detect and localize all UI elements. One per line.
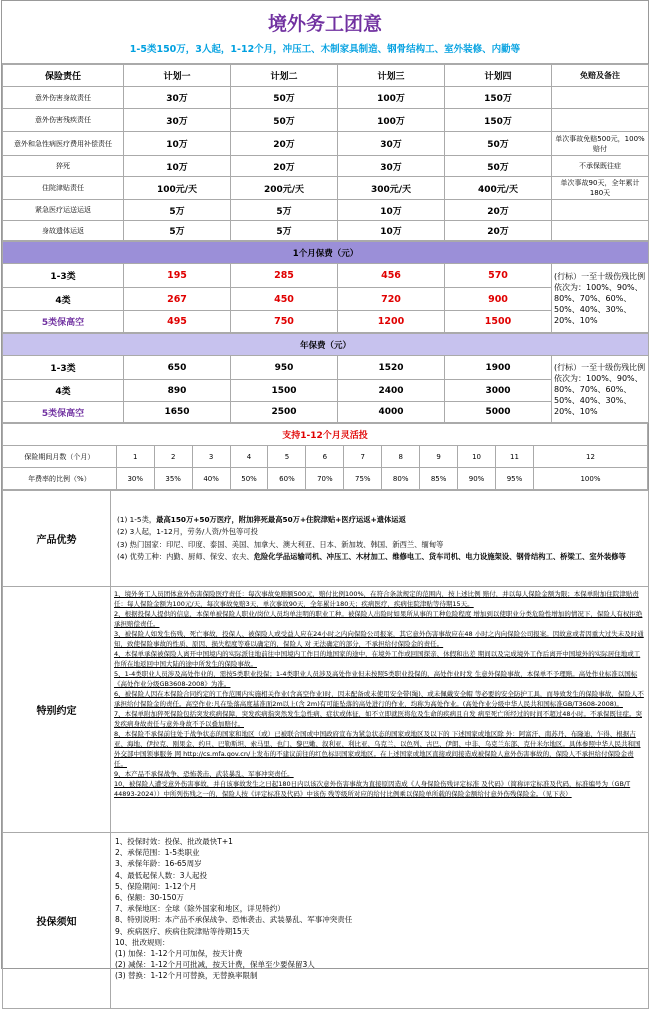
flex-term-title: 支持1-12个月灵活投 (3, 424, 648, 446)
purchase-note-item: 3、承保年龄：16-65周岁 (115, 859, 202, 869)
special-term-item: 2、根据投保人提供的信息，本保单被保险人职业/岗位人员均单注明的职业工种。被保险人出险时如果所从事的工种危险程度 增加到以使职业分类危险性增加的情况下，保险人有权拒绝承担赔偿责任。 (114, 610, 643, 628)
coverage-value: 10万 (124, 156, 231, 177)
coverage-name: 意外和急性病医疗费用补偿责任 (3, 132, 124, 156)
advantage-text: (2) 3人起，1-12月，劳务/人资/外包等可投 (117, 527, 258, 536)
special-terms-label: 特别约定 (3, 587, 111, 833)
coverage-row (3, 87, 649, 109)
premium-row (3, 356, 649, 380)
premium-value: 495 (124, 311, 231, 333)
ratio-cell: 90% (458, 468, 496, 490)
class-label: 1-3类 (3, 356, 124, 380)
advantages-label: 产品优势 (3, 491, 111, 587)
ratio-label: 年费率的比例（%） (3, 468, 117, 490)
month-cell: 2 (154, 446, 192, 468)
coverage-value: 50万 (445, 156, 552, 177)
class-label: 1-3类 (3, 264, 124, 288)
coverage-name: 猝死 (3, 156, 124, 177)
special-term-item: 8、本保险不承保前往处于战争状态的国家和地区（或）已被联合国或中国政府宣布为紧急状态的国家或地区及以下的 下述国家或地区除 外：阿富汗、南苏丹、布隆迪、乍得、根据吉亚、海地、伊拉克、刚果金、约旦、巴勒斯坦、索马里、也门、黎巴嫩、叙利亚、利比亚、乌克兰、以色列、古巴、伊朗、中非、乌克兰东部、克什米尔地区。具体参照中华人民共和国外交部中国领事服务 网 http://cs.mfa.gov.cn/上发布的不建议前往的红色标识国家或地区。在上述国家或地区直接或间接造成被保险人意外伤害事故的，保险人不承担给付保险金责任。 (114, 730, 641, 768)
coverage-header-row (3, 65, 649, 87)
purchase-note-item: (1) 加保：1-12个月可加保，按天计费 (115, 949, 243, 959)
premium-value: 1500 (231, 380, 338, 402)
coverage-name: 意外伤害身故责任 (3, 87, 124, 109)
coverage-value: 30万 (338, 156, 445, 177)
special-term-item: 1、境外务工人员团体意外伤害保险医疗责任：每次事故免赔额500元，赔付比例100%，在符合条款规定的范围内，按上述比例 赔付，并以每人保险金额为限；本保单附加住院津贴责任：每人保险金额为100元/天，每次事故免赔3天，单次事故90天，全年累计180天；疾病医疗，疾病住院津贴等待期15天。 (114, 590, 639, 608)
coverage-row (3, 132, 649, 156)
coverage-value: 20万 (231, 132, 338, 156)
month-cell: 10 (458, 446, 496, 468)
ratio-cell: 100% (533, 468, 647, 490)
advantage-highlight: 最高150万+50万医疗，附加猝死最高50万+住院津贴+医疗运返+遗体运返 (156, 514, 406, 524)
coverage-label-header: 保险责任 (3, 65, 124, 87)
advantage-item (117, 514, 646, 527)
premium-value: 5000 (445, 402, 552, 423)
class-label: 4类 (3, 380, 124, 402)
premium-value: 650 (124, 356, 231, 380)
coverage-note: 单次事故90天，全年累计180天 (552, 177, 649, 200)
purchase-note-item: 9、疾病医疗、疾病住院津贴等待期15天 (115, 926, 250, 936)
month-cell: 8 (382, 446, 420, 468)
premium-value: 950 (231, 356, 338, 380)
month-cell: 3 (192, 446, 230, 468)
premium-value: 1520 (338, 356, 445, 380)
coverage-value: 20万 (445, 221, 552, 241)
purchase-note-item: (3) 替换：1-12个月可替换，无替换率限制 (115, 971, 258, 981)
ratio-cell: 40% (192, 468, 230, 490)
coverage-value: 100万 (338, 87, 445, 109)
purchase-note-item: (2) 减保：1-12个月可批减，按天计费，保单至少要保留3人 (115, 960, 315, 970)
purchase-note-item: 10、批改规则： (115, 937, 170, 947)
coverage-note (552, 87, 649, 109)
coverage-value: 50万 (231, 87, 338, 109)
notes-header: 免赔及备注 (552, 65, 649, 87)
coverage-value: 30万 (338, 132, 445, 156)
coverage-value: 5万 (124, 221, 231, 241)
coverage-value: 30万 (124, 87, 231, 109)
special-term-item: 4、本保单承保被保险人离开中国境内的实际派往地前往中国境内工作目的地国家的途中，在境外工作或回国探亲、休假和出差 期间以及完成境外工作后离开中国境外的实际居住地或工作所在地返回中国大陆的途中所发生的保险事故。 (114, 650, 641, 668)
advantage-text: (1) 1-5类， (117, 514, 157, 524)
plan-3-header: 计划三 (338, 65, 445, 87)
page-title: 境外务工团意 (267, 13, 382, 35)
month-cell: 5 (268, 446, 306, 468)
header (2, 1, 648, 64)
premium-value: 570 (445, 264, 552, 288)
ratio-cell: 50% (230, 468, 268, 490)
purchase-note-item: 2、承保范围：1-5类职业 (115, 848, 200, 858)
disability-ratio-note: (行标）一至十级伤残比例依次为：100%、90%、80%、70%、60%、50%、40%、30%、20%、10% (552, 356, 649, 423)
ratio-cell: 80% (382, 468, 420, 490)
class-label: 4类 (3, 288, 124, 311)
coverage-row (3, 177, 649, 200)
annual-premium-table (2, 333, 649, 423)
special-terms-content (111, 587, 649, 833)
ratio-cell: 60% (268, 468, 306, 490)
ratio-cell: 30% (116, 468, 154, 490)
premium-value: 1650 (124, 402, 231, 423)
disability-ratio-note: (行标）一至十级伤残比例依次为：100%、90%、80%、70%、60%、50%、40%、30%、20%、10% (552, 264, 649, 333)
premium-value: 450 (231, 288, 338, 311)
special-term-item: 7、本保单附加猝死保险包括突发疾病保障，突发疾病指突然发生急性病、症状或体征，如不立即就医将危及生命的疾病且自发 病至死亡所经过的时间不超过48小时。不承保既往症。突发疾病身故责任与意外身故不予以叠加赔付。 (114, 710, 642, 728)
premium-value: 3000 (445, 380, 552, 402)
coverage-value: 150万 (445, 109, 552, 132)
coverage-note (552, 200, 649, 221)
coverage-value: 5万 (231, 200, 338, 221)
month-cell: 9 (420, 446, 458, 468)
plan-2-header: 计划二 (231, 65, 338, 87)
premium-value: 285 (231, 264, 338, 288)
coverage-name: 意外伤害残疾责任 (3, 109, 124, 132)
advantage-text: (3) 热门国家：印尼、印度、泰国、美国、加拿大、澳大利亚、日本、新加坡、韩国、新西兰、缅甸等 (117, 539, 444, 549)
premium-value: 2500 (231, 402, 338, 423)
advantages-content (111, 491, 649, 587)
coverage-table (2, 64, 649, 241)
purchase-notes-label: 投保须知 (3, 833, 111, 1009)
coverage-name: 身故遗体运返 (3, 221, 124, 241)
month-cell: 1 (116, 446, 154, 468)
coverage-value: 10万 (338, 221, 445, 241)
premium-value: 750 (231, 311, 338, 333)
month-cell: 4 (230, 446, 268, 468)
coverage-value: 150万 (445, 87, 552, 109)
month-cell: 11 (496, 446, 534, 468)
month-cell: 6 (306, 446, 344, 468)
premium-value: 456 (338, 264, 445, 288)
purchase-note-item: 1、投保时效：投保、批改最快T+1 (115, 837, 233, 846)
premium-value: 1900 (445, 356, 552, 380)
ratio-cell: 95% (496, 468, 534, 490)
special-term-item: 9、本产品不承保战争、恐怖袭击、武装暴乱、军事冲突责任。 (114, 770, 294, 778)
advantage-item (117, 526, 646, 539)
monthly-premium-table (2, 241, 649, 333)
advantage-text: (4) 优势工种：内勤、厨师、保安、农夫、 (117, 552, 254, 561)
advantage-highlight: 危险化学品运输司机、冲压工、木材加工、维修电工、货车司机、电力设施架设、钢骨结构工、桥梁工、室外装修等 (253, 552, 626, 561)
coverage-name: 紧急医疗运送运返 (3, 200, 124, 221)
plan-4-header: 计划四 (445, 65, 552, 87)
plan-1-header: 计划一 (124, 65, 231, 87)
coverage-value: 20万 (445, 200, 552, 221)
coverage-value: 400元/天 (445, 177, 552, 200)
ratio-cell: 85% (420, 468, 458, 490)
premium-value: 900 (445, 288, 552, 311)
class-label: 5类保高空 (3, 402, 124, 423)
page-subtitle: 1-5类150万，3人起，1-12个月，冲压工、木制家具制造、钢骨结构工、室外装修、内勤等 (129, 44, 521, 55)
purchase-note-item: 6、保额：30-150万 (115, 893, 184, 903)
coverage-note (552, 221, 649, 241)
special-term-item: 10、被保险人遭受意外伤害事故，并自该事故发生之日起180日内以该次意外伤害事故为直接原因造成《人身保险伤残评定标准 及代码》（简称评定标准及代码，标准编号为（GB/T 44893-2024））中所列伤残之一的，保险人按《评定标准及代码》中该伤 残等级所对应的给付比例乘以保险单所载的保险金额给付意外伤残保险金。（见下表） (114, 780, 631, 798)
coverage-value: 5万 (231, 221, 338, 241)
coverage-value: 10万 (124, 132, 231, 156)
coverage-row (3, 221, 649, 241)
special-term-item: 5、1-4类职业人员涉及高处作业的，需按5类职业投保；1-4类职业人员涉及高处作业但未按照5类职业投保的，高处作业时发 生意外保险事故，本保单不予理赔。高处作业标准以国标《高处作业分级GB3608-2008》为准。 (114, 670, 638, 688)
month-cell: 7 (344, 446, 382, 468)
premium-value: 720 (338, 288, 445, 311)
coverage-value: 50万 (445, 132, 552, 156)
coverage-row (3, 200, 649, 221)
insurance-sheet (1, 0, 649, 981)
coverage-row (3, 109, 649, 132)
coverage-note: 单次事故免赔500元，100%赔付 (552, 132, 649, 156)
terms-table (2, 490, 649, 1009)
ratio-cell: 35% (154, 468, 192, 490)
coverage-value: 100元/天 (124, 177, 231, 200)
month-cell: 12 (533, 446, 647, 468)
purchase-note-item: 8、特别说明：本产品不承保战争、恐怖袭击、武装暴乱、军事冲突责任 (115, 915, 353, 925)
advantage-item (117, 551, 646, 564)
ratio-cell: 70% (306, 468, 344, 490)
purchase-note-item: 4、最低起保人数：3人起投 (115, 870, 208, 880)
coverage-value: 10万 (338, 200, 445, 221)
purchase-note-item: 5、保险期间：1-12个月 (115, 881, 197, 891)
flex-term-table (2, 423, 648, 490)
premium-value: 267 (124, 288, 231, 311)
ratio-cell: 75% (344, 468, 382, 490)
premium-value: 890 (124, 380, 231, 402)
special-term-item: 6、被保险人因在本保险合同约定的工作范围内实施相关作业(含高空作业)时，因未配备或未使用安全带(绳)、或未佩戴安全帽 等必要的安全防护工具，而导致发生的保险事故，保险人不承担给付保险金的责任。高空作业:凡在坠落高度基准面2m以上(含 2m)有可能坠落的高处进行的作业，均称为高处作业。(高处作业分级中华人民共和国标准GB/T3608-2008)。 (114, 690, 644, 708)
coverage-value: 5万 (124, 200, 231, 221)
period-label: 保险期间月数（个月） (3, 446, 117, 468)
monthly-premium-title: 1个月保费（元） (3, 242, 649, 264)
premium-value: 195 (124, 264, 231, 288)
coverage-row (3, 156, 649, 177)
coverage-name: 住院津贴责任 (3, 177, 124, 200)
purchase-note-item: 7、承保地区：全球（除外国家和地区，详见特约） (115, 904, 285, 914)
premium-value: 1200 (338, 311, 445, 333)
premium-value: 4000 (338, 402, 445, 423)
coverage-value: 50万 (231, 109, 338, 132)
advantage-item (117, 539, 646, 552)
coverage-value: 30万 (124, 109, 231, 132)
premium-value: 2400 (338, 380, 445, 402)
premium-value: 1500 (445, 311, 552, 333)
coverage-note: 不承保既往症 (552, 156, 649, 177)
coverage-value: 300元/天 (338, 177, 445, 200)
premium-row (3, 264, 649, 288)
purchase-notes-content (111, 833, 649, 1009)
coverage-value: 20万 (231, 156, 338, 177)
coverage-note (552, 109, 649, 132)
special-term-item: 3、被保险人如发生伤残、死亡事故，投保人、被保险人或受益人应在24小时之内向保险公司报案，其它意外伤害事故应在48 小时之内向保险公司报案。因故意或者因重大过失未及时通知，致使保险事故的性质、原因、损失程度等难以确定的，保险人 对 无法确定的部分，不承担给付保险金的责任。 (114, 630, 644, 648)
coverage-value: 200元/天 (231, 177, 338, 200)
class-label: 5类保高空 (3, 311, 124, 333)
coverage-value: 100万 (338, 109, 445, 132)
annual-premium-title: 年保费（元） (3, 334, 649, 356)
